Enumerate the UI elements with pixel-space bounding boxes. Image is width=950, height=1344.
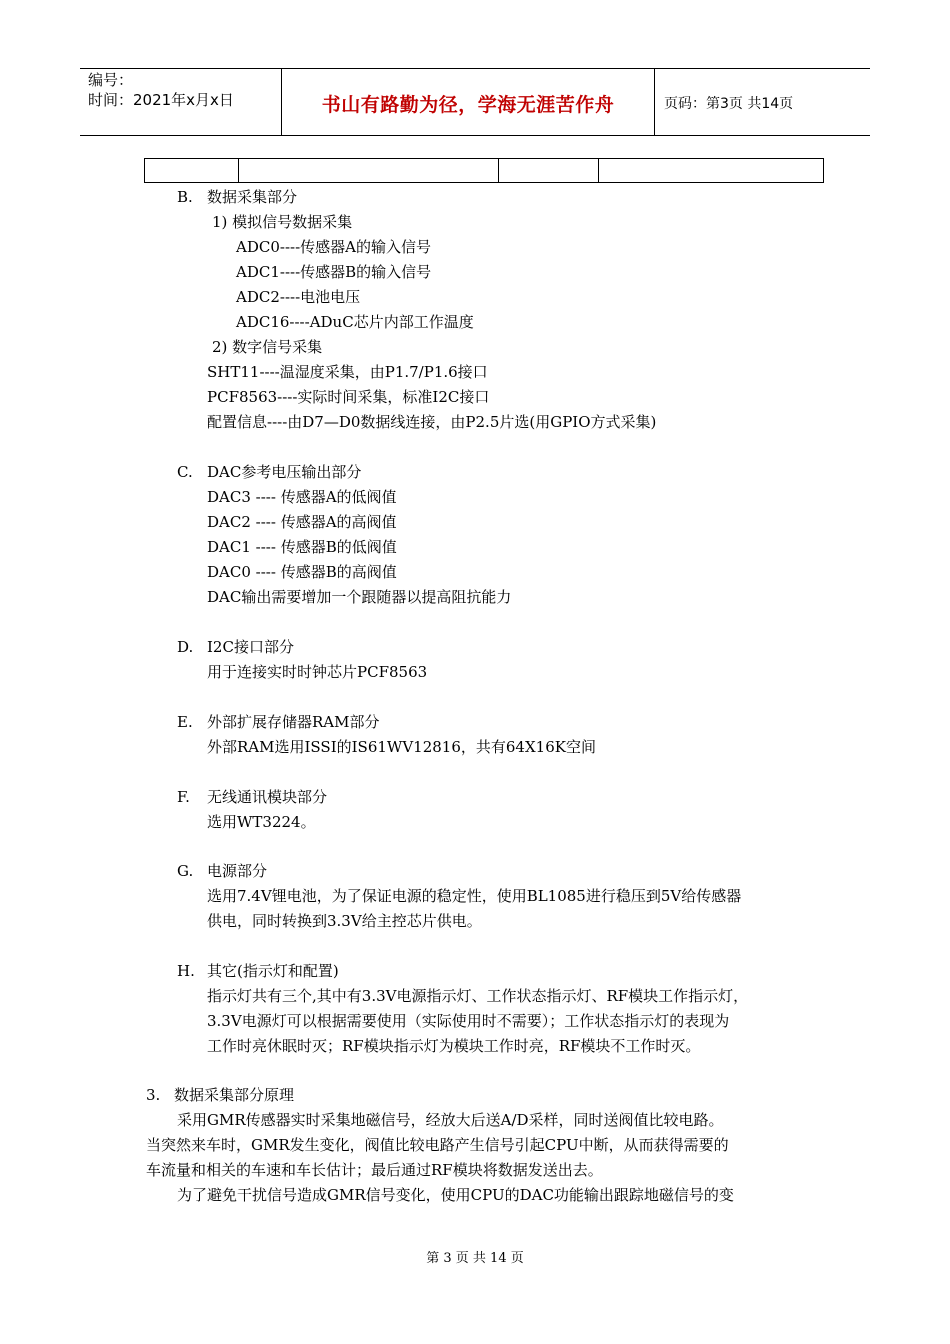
- principle-p1-line1: 采用GMR传感器实时采集地磁信号，经放大后送A/D采样，同时送阀值比较电路。: [177, 1111, 724, 1129]
- table-cell-border: [598, 159, 599, 182]
- section-c-marker: C.: [177, 463, 193, 481]
- adc2-line: ADC2----电池电压: [236, 288, 361, 306]
- section-h-marker: H.: [177, 962, 195, 980]
- pcf8563-line: PCF8563----实际时间采集，标准I2C接口: [207, 388, 490, 406]
- table-cell-border: [238, 159, 239, 182]
- header-bottom-rule: [80, 135, 870, 136]
- adc16-line: ADC16----ADuC芯片内部工作温度: [236, 313, 474, 331]
- dac1-line: DAC1 ---- 传感器B的低阀值: [207, 538, 397, 556]
- section-b-title: 数据采集部分: [207, 188, 298, 206]
- header-motto: 书山有路勤为径，学海无涯苦作舟: [321, 94, 615, 116]
- principle-p2-line1: 为了避免干扰信号造成GMR信号变化，使用CPU的DAC功能输出跟踪地磁信号的变: [177, 1186, 734, 1204]
- section-d-marker: D.: [177, 638, 194, 656]
- document-time-label: 时间：2021年x月x日: [88, 91, 234, 109]
- section-h-line1: 指示灯共有三个,其中有3.3V电源指示灯、工作状态指示灯、RF模块工作指示灯，: [207, 987, 749, 1005]
- section-e-body: 外部RAM选用ISSI的IS61WV12816，共有64X16K空间: [207, 738, 596, 756]
- digital-subheading: 2) 数字信号采集: [212, 338, 323, 356]
- header-top-rule: [80, 68, 870, 69]
- dac-note: DAC输出需要增加一个跟随器以提高阻抗能力: [207, 588, 512, 606]
- section-g-title: 电源部分: [207, 862, 268, 880]
- section-f-marker: F.: [177, 788, 190, 806]
- page-footer: 第 3 页 共 14 页: [426, 1251, 524, 1266]
- adc1-line: ADC1----传感器B的输入信号: [236, 263, 432, 281]
- dac2-line: DAC2 ---- 传感器A的高阀值: [207, 513, 397, 531]
- section-g-line2: 供电，同时转换到3.3V给主控芯片供电。: [207, 912, 482, 930]
- document-number-label: 编号：: [88, 71, 134, 89]
- section-g-marker: G.: [177, 862, 194, 880]
- analog-subheading: 1) 模拟信号数据采集: [212, 213, 353, 231]
- header-info: [88, 70, 234, 110]
- section-d-title: I2C接口部分: [207, 638, 294, 656]
- sht11-line: SHT11----温湿度采集，由P1.7/P1.6接口: [207, 363, 488, 381]
- header-divider-right: [654, 68, 655, 136]
- adc0-line: ADC0----传感器A的输入信号: [236, 238, 431, 256]
- dac3-line: DAC3 ---- 传感器A的低阀值: [207, 488, 397, 506]
- section-h-line2: 3.3V电源灯可以根据需要使用（实际使用时不需要）；工作状态指示灯的表现为: [207, 1012, 730, 1030]
- section-h-line3: 工作时亮休眠时灭；RF模块指示灯为模块工作时亮，RF模块不工作时灭。: [207, 1037, 701, 1055]
- section-b-marker: B.: [177, 188, 193, 206]
- section-g-line1: 选用7.4V锂电池，为了保证电源的稳定性，使用BL1085进行稳压到5V给传感器: [207, 887, 742, 905]
- section-e-marker: E.: [177, 713, 193, 731]
- principle-p1-line2: 当突然来车时，GMR发生变化，阀值比较电路产生信号引起CPU中断，从而获得需要的: [146, 1136, 729, 1154]
- dac0-line: DAC0 ---- 传感器B的高阀值: [207, 563, 397, 581]
- table-row: [144, 158, 824, 183]
- section-e-title: 外部扩展存储器RAM部分: [207, 713, 380, 731]
- section-f-body: 选用WT3224。: [207, 813, 316, 831]
- config-line: 配置信息----由D7—D0数据线连接，由P2.5片选(用GPIO方式采集): [207, 413, 657, 431]
- principle-p1-line3: 车流量和相关的车速和车长估计；最后通过RF模块将数据发送出去。: [146, 1161, 603, 1179]
- section-h-title: 其它(指示灯和配置): [207, 962, 339, 980]
- table-cell-border: [498, 159, 499, 182]
- section-d-body: 用于连接实时时钟芯片PCF8563: [207, 663, 428, 681]
- header-page-number: 页码：第3页 共14页: [664, 96, 794, 112]
- section-c-title: DAC参考电压输出部分: [207, 463, 362, 481]
- principle-marker: 3.: [146, 1086, 161, 1104]
- section-f-title: 无线通讯模块部分: [207, 788, 328, 806]
- principle-title: 数据采集部分原理: [174, 1086, 295, 1104]
